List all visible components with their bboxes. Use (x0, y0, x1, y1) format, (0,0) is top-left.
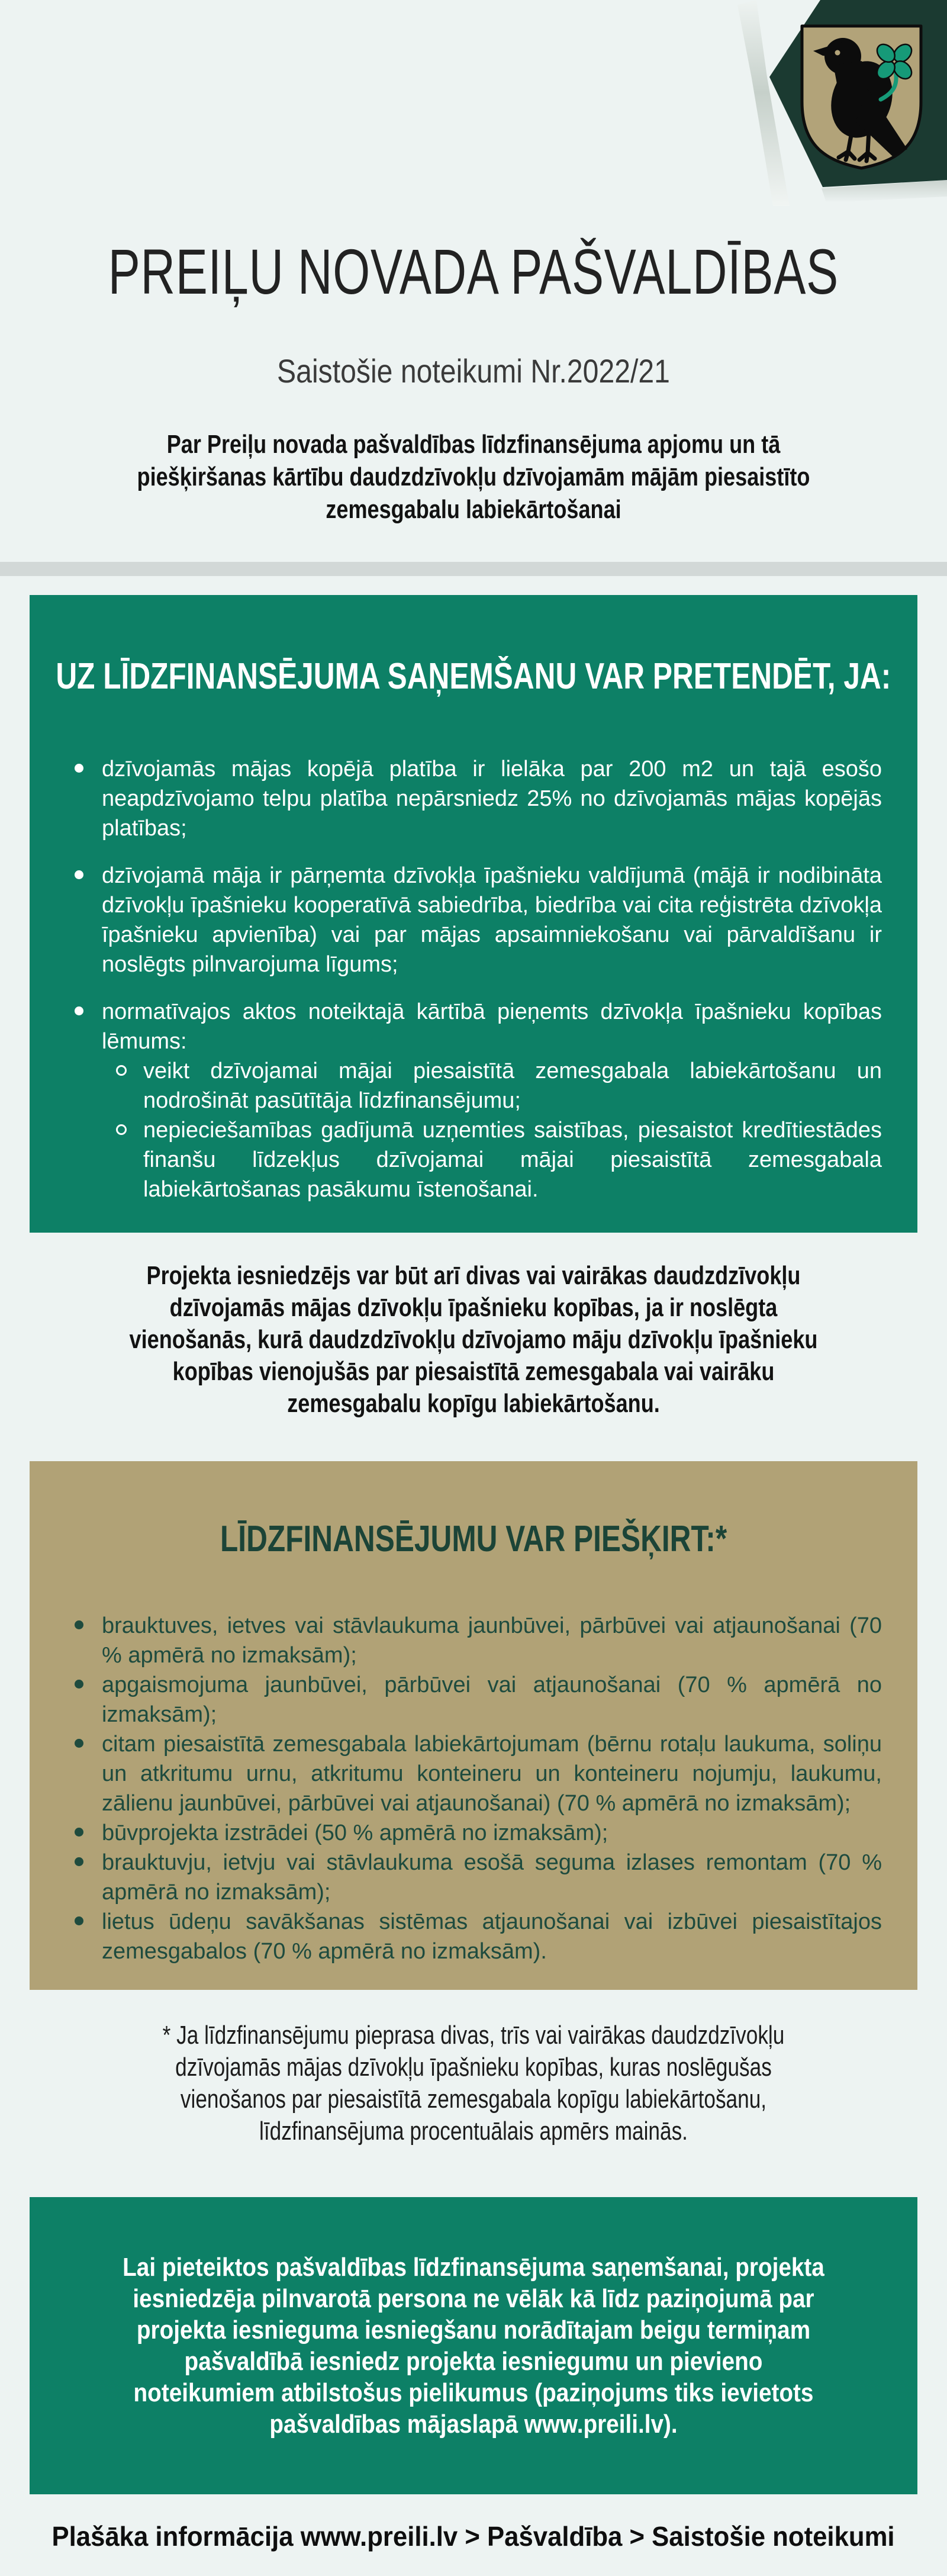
asterisk-footnote: * Ja līdzfinansējumu pieprasa divas, trīs vai vairākas daudzdzīvokļu dzīvojamās mājas dzīvokļu īpašnieku kopības, kuras noslēgušas vienošanos par piesaistītā zemesgabala kopīgu labiekārtošanu, līdzfinansējuma procentuālais apmērs mainās. (162, 2020, 785, 2146)
eligibility-list (65, 754, 882, 1204)
list-item-text: apgaismojuma jaunbūvei, pārbūvei vai atjaunošanai (70 % apmērā no izmaksām); (102, 1672, 882, 1727)
multi-community-note: Projekta iesniedzējs var būt arī divas vai vairākas daudzdzīvokļu dzīvojamās mājas dzīvokļu īpašnieku kopības, ja ir noslēgta vienošanās, kurā daudzdzīvokļu dzīvojamo māju dzīvokļu īpašnieku kopības vienojušās par piesaistītā zemesgabala vai vairāku zemesgabalu kopīgu labiekārtošanu. (129, 1260, 818, 1418)
funding-section (30, 1461, 917, 1990)
funding-heading: LĪDZFINANSĒJUMU VAR PIEŠĶIRT:* (220, 1518, 727, 1559)
list-item (65, 1729, 882, 1818)
list-item-text: brauktuves, ietves vai stāvlaukuma jaunbūvei, pārbūvei vai atjaunošanai (70 % apmērā no izmaksām); (102, 1613, 882, 1668)
funding-list (65, 1611, 882, 1966)
list-item-text: veikt dzīvojamai mājai piesaistītā zemesgabala labiekārtošanu un nodrošināt pasūtītāja līdzfinansējumu; (143, 1058, 882, 1113)
list-item (65, 754, 882, 843)
list-item-text: nepieciešamības gadījumā uzņemties saistības, piesaistot kredītiestādes finanšu līdzekļus dzīvojamai mājai piesaistītā zemesgabala labiekārtošanas pasākumu īstenošanai. (143, 1117, 882, 1202)
application-section (30, 2197, 917, 2494)
list-item (102, 1056, 882, 1115)
list-item-text: normatīvajos aktos noteiktajā kārtībā pieņemts dzīvokļa īpašnieku kopības lēmums: (102, 999, 882, 1054)
list-item (102, 1115, 882, 1204)
application-instructions: Lai pieteiktos pašvaldības līdzfinansējuma saņemšanai, projekta iesniedzēja pilnvarotā persona ne vēlāk kā līdz paziņojumā par projekta iesnieguma iesniegšanu norādītajam beigu termiņam pašvaldībā iesniedz projekta iesniegumu un pievieno noteikumiem atbilstošus pielikumus (paziņojums tiks ievietots pašvaldības mājaslapā www.preili.lv). (123, 2252, 824, 2439)
eligibility-heading: UZ LĪDZFINANSĒJUMA SAŅEMŠANU VAR PRETENDĒT, JA: (56, 655, 891, 697)
list-item (65, 1670, 882, 1729)
coat-of-arms (727, 0, 947, 206)
list-item-text: brauktuvju, ietvju vai stāvlaukuma esošā seguma izlases remontam (70 % apmērā no izmaksām); (102, 1850, 882, 1905)
footer (30, 2520, 917, 2552)
list-item-text: dzīvojamā māja ir pārņemta dzīvokļa īpašnieku valdījumā (mājā ir nodibināta dzīvokļu īpašnieku kooperatīvā sabiedrība, biedrība vai cita reģistrēta dzīvokļa īpašnieku apvienība) vai par mājas apsaimniekošanu vai pārvaldīšanu ir noslēgts pilnvarojuma līgums; (102, 863, 882, 977)
chevron-decoration (737, 0, 790, 206)
list-item-text: lietus ūdeņu savākšanas sistēmas atjaunošanai vai izbūvei piesaistītajos zemesgabalos (70 % apmērā no izmaksām). (102, 1909, 882, 1964)
list-item-text: būvprojekta izstrādei (50 % apmērā no izmaksām); (102, 1820, 608, 1845)
municipality-logo (727, 0, 947, 206)
regulation-number: Saistošie noteikumi Nr.2022/21 (277, 352, 670, 390)
list-item (65, 997, 882, 1204)
eligibility-section (30, 595, 917, 1233)
list-item (65, 861, 882, 979)
list-item-text: dzīvojamās mājas kopējā platība ir lielāka par 200 m2 un tajā esošo neapdzīvojamo telpu platība nepārsniedz 25% no dzīvojamās mājas kopējās platības; (102, 756, 882, 841)
list-item (65, 1907, 882, 1966)
document-title: Par Preiļu novada pašvaldības līdzfinansējuma apjomu un tā piešķiršanas kārtību daudzdzīvokļu dzīvojamām mājām piesaistīto zemesgabalu labiekārtošanai (137, 430, 810, 525)
more-info-line: Plašāka informācija www.preili.lv > Pašvaldība > Saistošie noteikumi (51, 2520, 896, 2552)
divider-band (0, 562, 947, 576)
list-item-text: citam piesaistītā zemesgabala labiekārtojumam (bērnu rotaļu laukuma, soliņu un atkritumu urnu, atkritumu konteineru un konteineru nojumju, laukumu, zālienu jaunbūvei, pārbūvei vai atjaunošanai) (70 % apmērā no izmaksām); (102, 1731, 882, 1816)
list-item (65, 1848, 882, 1907)
page-title: PREIĻU NOVADA PAŠVALDĪBAS (108, 236, 839, 308)
list-item (65, 1611, 882, 1670)
eligibility-sublist (102, 1056, 882, 1204)
list-item (65, 1818, 882, 1848)
